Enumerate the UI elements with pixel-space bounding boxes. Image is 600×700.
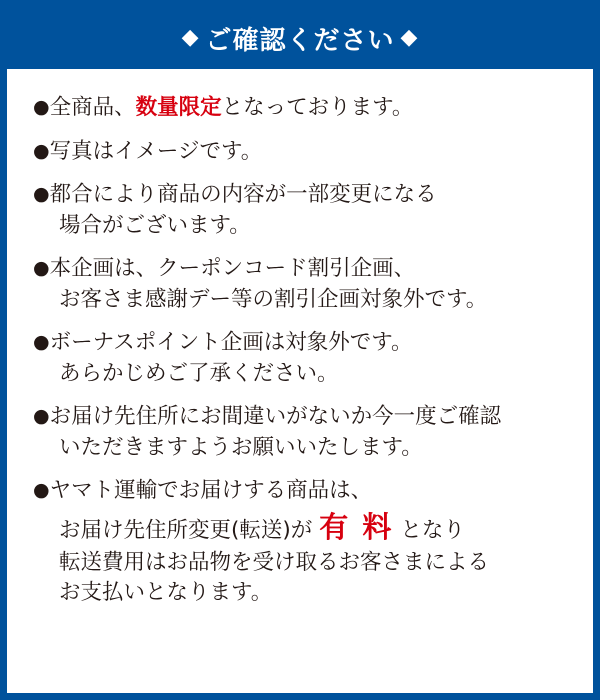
notice-line bbox=[33, 285, 571, 316]
notice-text: あらかじめご了承ください。 bbox=[59, 360, 339, 386]
notice-text: 場合がございます。 bbox=[59, 212, 251, 238]
notice-item bbox=[33, 476, 571, 609]
notice-text: となり bbox=[400, 517, 465, 543]
diamond-left-icon: ◆ bbox=[181, 25, 200, 50]
emphasis-text: 有 料 bbox=[319, 509, 394, 544]
notice-item bbox=[33, 137, 571, 168]
notice-line bbox=[33, 137, 571, 168]
bullet-icon: ● bbox=[33, 96, 50, 118]
notice-line bbox=[33, 93, 571, 124]
diamond-right-icon: ◆ bbox=[400, 25, 419, 50]
notice-line bbox=[33, 180, 571, 211]
notice-text: となっております。 bbox=[221, 95, 414, 120]
notice-title: ご確認ください bbox=[205, 25, 395, 56]
notice-line bbox=[33, 254, 571, 285]
notice-text: 写真はイメージです。 bbox=[49, 138, 263, 164]
notice-item bbox=[33, 180, 571, 241]
notice-text: お届け先住所変更(転送)が bbox=[59, 517, 313, 543]
notice-text: 転送費用はお品物を受け取るお客さまによる bbox=[59, 549, 490, 575]
notice-line bbox=[33, 328, 571, 359]
bullet-icon: ● bbox=[33, 405, 50, 428]
bullet-icon: ● bbox=[33, 139, 50, 162]
notice-list bbox=[7, 69, 593, 609]
notice-line bbox=[33, 578, 571, 609]
notice-text: いただきますようお願いいたします。 bbox=[59, 434, 423, 460]
bullet-icon: ● bbox=[33, 183, 50, 206]
notice-text: 全商品、 bbox=[49, 95, 136, 120]
bullet-icon: ● bbox=[33, 257, 50, 280]
notice-line bbox=[33, 402, 571, 433]
notice-item bbox=[33, 254, 571, 315]
notice-line bbox=[33, 507, 571, 548]
notice-line bbox=[33, 548, 571, 579]
highlight-text: 数量限定 bbox=[135, 95, 222, 120]
notice-text: お届け先住所にお間違いがないか今一度ご確認 bbox=[49, 404, 502, 430]
notice-header bbox=[7, 7, 593, 69]
notice-line bbox=[33, 433, 571, 464]
notice-text: お支払いとなります。 bbox=[59, 580, 273, 606]
notice-text: ヤマト運輸でお届けする商品は、 bbox=[49, 478, 373, 504]
notice-text: 本企画は、クーポンコード割引企画、 bbox=[49, 256, 416, 282]
notice-text: 都合により商品の内容が一部変更になる bbox=[49, 182, 437, 208]
bullet-icon: ● bbox=[33, 331, 50, 354]
notice-line bbox=[33, 211, 571, 242]
notice-item bbox=[33, 328, 571, 389]
notice-line bbox=[33, 476, 571, 507]
notice-item bbox=[33, 93, 571, 124]
bullet-icon: ● bbox=[33, 479, 50, 502]
notice-text: ボーナスポイント企画は対象外です。 bbox=[49, 330, 413, 356]
notice-line bbox=[33, 359, 571, 390]
notice-text: お客さま感謝デー等の割引企画対象外です。 bbox=[59, 286, 488, 312]
notice-item bbox=[33, 402, 571, 463]
